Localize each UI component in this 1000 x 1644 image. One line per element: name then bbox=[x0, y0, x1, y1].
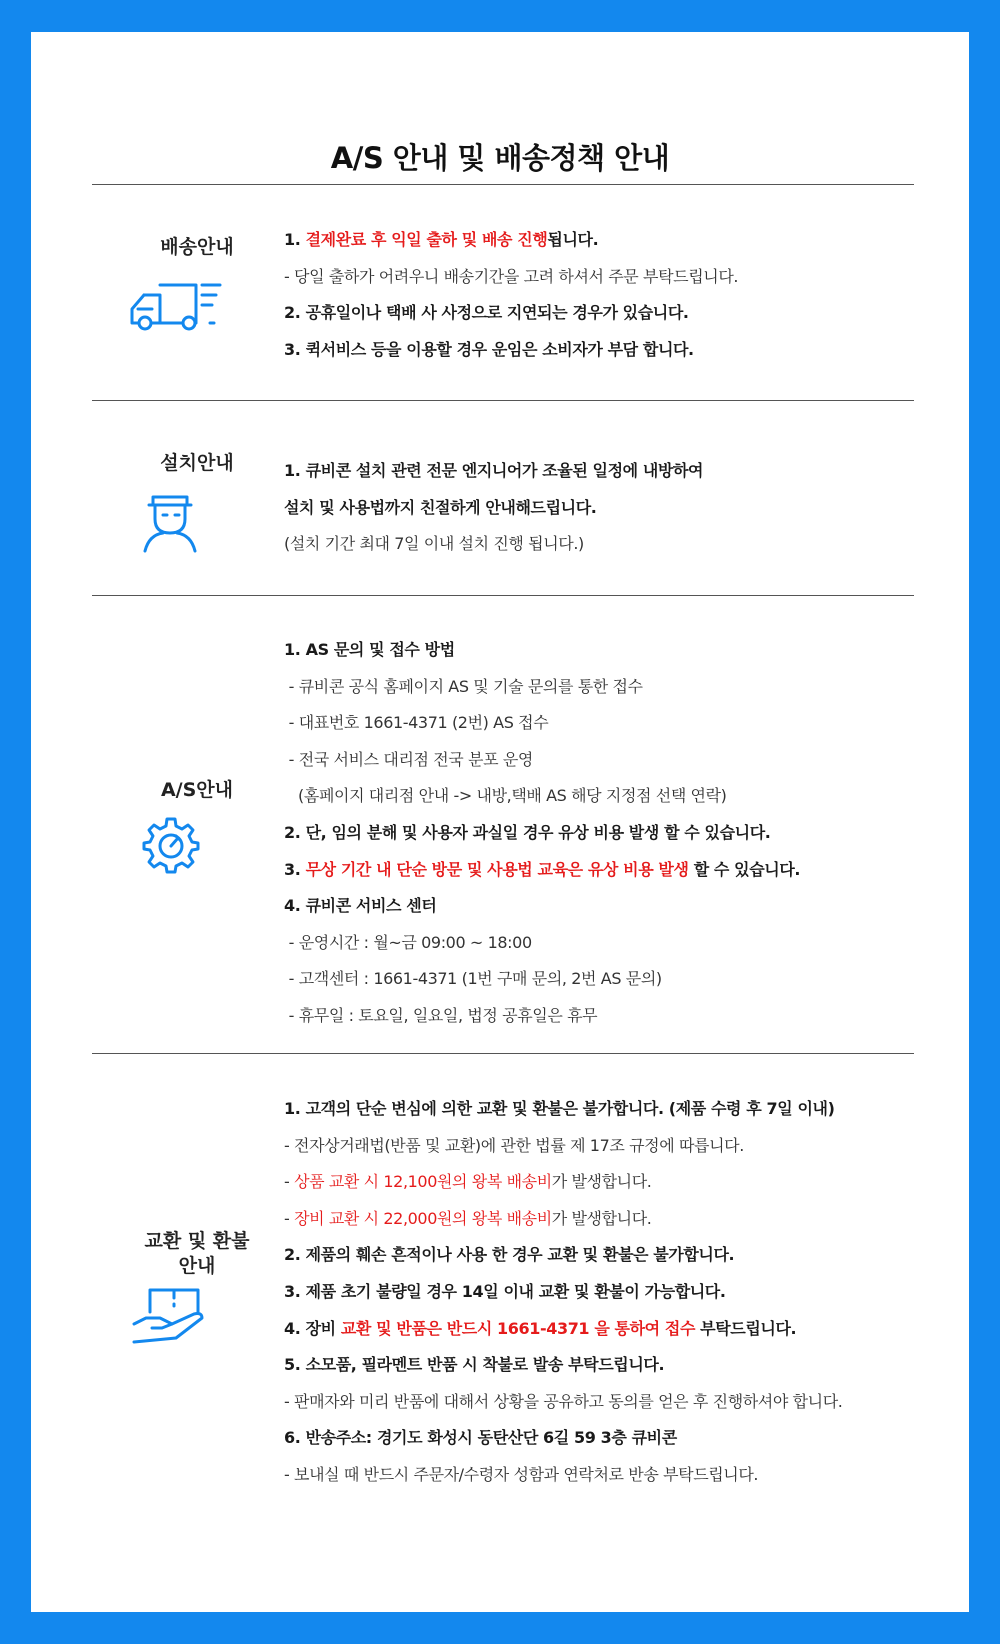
line-text: - 판매자와 미리 반품에 대해서 상황을 공유하고 동의를 얻은 후 진행하셔야 합니다. bbox=[284, 1391, 843, 1411]
line-text: 2. 공휴일이나 택배 사 사정으로 지연되는 경우가 있습니다. bbox=[284, 303, 689, 323]
line-text: 가 발생합니다. bbox=[551, 1172, 652, 1192]
section-label-as: A/S안내 bbox=[160, 779, 234, 801]
line-text: - 휴무일 : 토요일, 일요일, 법정 공휴일은 휴무 bbox=[284, 1005, 598, 1025]
info-line bbox=[284, 1384, 924, 1421]
section-label-shipping: 배송안내 bbox=[160, 236, 234, 258]
delivery-truck-icon bbox=[126, 277, 222, 333]
line-text: - 운영시간 : 월~금 09:00 ~ 18:00 bbox=[284, 932, 532, 952]
line-text: 할 수 있습니다. bbox=[688, 859, 801, 879]
line-text: - 큐비콘 공식 홈페이지 AS 및 기술 문의를 통한 접수 bbox=[284, 676, 643, 696]
line-text: 설치 및 사용법까지 친절하게 안내해드립니다. bbox=[284, 497, 597, 517]
info-line bbox=[284, 1201, 924, 1238]
line-text: 2. 제품의 훼손 흔적이나 사용 한 경우 교환 및 환불은 불가합니다. bbox=[284, 1245, 735, 1265]
exchange-lines bbox=[284, 1091, 924, 1494]
line-text: - bbox=[284, 1172, 295, 1192]
line-text: 됩니다. bbox=[547, 230, 599, 249]
info-line bbox=[284, 778, 924, 815]
info-line bbox=[284, 332, 924, 369]
hand-box-icon bbox=[132, 1286, 208, 1348]
page-title: A/S 안내 및 배송정책 안내 bbox=[330, 141, 670, 175]
info-line bbox=[284, 490, 924, 527]
info-line bbox=[284, 1457, 924, 1494]
line-text: - 대표번호 1661-4371 (2번) AS 접수 bbox=[284, 713, 549, 733]
info-line bbox=[284, 1420, 924, 1457]
line-text: 3. bbox=[284, 859, 306, 879]
line-text: 5. 소모품, 필라멘트 반품 시 착불로 발송 부탁드립니다. bbox=[284, 1355, 665, 1375]
line-text: 4. 장비 bbox=[284, 1318, 341, 1338]
as-lines bbox=[284, 632, 924, 1035]
line-text: - 보내실 때 반드시 주문자/수령자 성함과 연락처로 반송 부탁드립니다. bbox=[284, 1464, 759, 1484]
divider bbox=[92, 400, 914, 401]
line-text: 1. bbox=[284, 230, 306, 249]
line-text: - 고객센터 : 1661-4371 (1번 구매 문의, 2번 AS 문의) bbox=[284, 969, 662, 989]
line-text: 4. 큐비콘 서비스 센터 bbox=[284, 896, 437, 916]
line-text: 1. 큐비콘 설치 관련 전문 엔지니어가 조율된 일정에 내방하여 bbox=[284, 461, 704, 480]
line-text: (설치 기간 최대 7일 이내 설치 진행 됩니다.) bbox=[284, 534, 584, 554]
info-line bbox=[284, 453, 924, 490]
info-line bbox=[284, 705, 924, 742]
line-text: - 당일 출하가 어려우니 배송기간을 고려 하셔서 주문 부탁드립니다. bbox=[284, 266, 739, 286]
info-line bbox=[284, 632, 924, 669]
section-label-exchange-line2: 안내 bbox=[178, 1255, 216, 1277]
highlight-text: 장비 교환 시 22,000원의 왕복 배송비 bbox=[294, 1208, 552, 1228]
info-line bbox=[284, 815, 924, 852]
info-line bbox=[284, 669, 924, 706]
info-line bbox=[284, 742, 924, 779]
divider bbox=[92, 184, 914, 185]
info-line bbox=[284, 222, 924, 259]
line-text: 2. 단, 임의 분해 및 사용자 과실일 경우 유상 비용 발생 할 수 있습니다. bbox=[284, 822, 771, 842]
line-text: 3. 제품 초기 불량일 경우 14일 이내 교환 및 환불이 가능합니다. bbox=[284, 1281, 726, 1301]
gear-wrench-icon bbox=[142, 816, 200, 874]
info-line bbox=[284, 1237, 924, 1274]
highlight-text: 결제완료 후 익일 출하 및 배송 진행 bbox=[305, 230, 548, 249]
info-line bbox=[284, 526, 924, 563]
section-label-exchange bbox=[92, 1229, 302, 1279]
technician-icon bbox=[139, 491, 201, 553]
info-line bbox=[284, 259, 924, 296]
shipping-lines bbox=[284, 222, 924, 368]
info-line bbox=[284, 1128, 924, 1165]
line-text: - 전국 서비스 대리점 전국 분포 운영 bbox=[284, 749, 533, 769]
line-text: - 전자상거래법(반품 및 교환)에 관한 법률 제 17조 규정에 따릅니다. bbox=[284, 1135, 744, 1155]
info-line bbox=[284, 888, 924, 925]
info-line bbox=[284, 852, 924, 889]
info-line bbox=[284, 295, 924, 332]
line-text: (홈페이지 대리점 안내 -> 내방,택배 AS 해당 지정점 선택 연락) bbox=[284, 786, 727, 806]
line-text: 부탁드립니다. bbox=[695, 1318, 797, 1338]
highlight-text: 교환 및 반품은 반드시 1661-4371 을 통하여 접수 bbox=[340, 1318, 696, 1338]
divider bbox=[92, 1053, 914, 1054]
line-text: 가 발생합니다. bbox=[551, 1208, 652, 1228]
highlight-text: 상품 교환 시 12,100원의 왕복 배송비 bbox=[294, 1172, 552, 1192]
line-text: 1. 고객의 단순 변심에 의한 교환 및 환불은 불가합니다. (제품 수령 후 7일 이내) bbox=[284, 1099, 835, 1118]
info-line bbox=[284, 1091, 924, 1128]
highlight-text: 무상 기간 내 단순 방문 및 사용법 교육은 유상 비용 발생 bbox=[305, 859, 689, 879]
info-line bbox=[284, 1347, 924, 1384]
info-line bbox=[284, 1274, 924, 1311]
info-line bbox=[284, 998, 924, 1035]
info-line bbox=[284, 1311, 924, 1348]
line-text: 1. AS 문의 및 접수 방법 bbox=[284, 640, 455, 659]
info-line bbox=[284, 961, 924, 998]
install-lines bbox=[284, 453, 924, 563]
section-label-exchange-line1: 교환 및 환불 bbox=[144, 1230, 250, 1252]
line-text: 6. 반송주소: 경기도 화성시 동탄산단 6길 59 3층 큐비콘 bbox=[284, 1428, 677, 1448]
info-line bbox=[284, 925, 924, 962]
divider bbox=[92, 595, 914, 596]
line-text: 3. 퀵서비스 등을 이용할 경우 운임은 소비자가 부담 합니다. bbox=[284, 339, 694, 359]
info-line bbox=[284, 1164, 924, 1201]
info-card bbox=[31, 32, 969, 1612]
line-text: - bbox=[284, 1208, 295, 1228]
section-label-install: 설치안내 bbox=[160, 452, 234, 474]
